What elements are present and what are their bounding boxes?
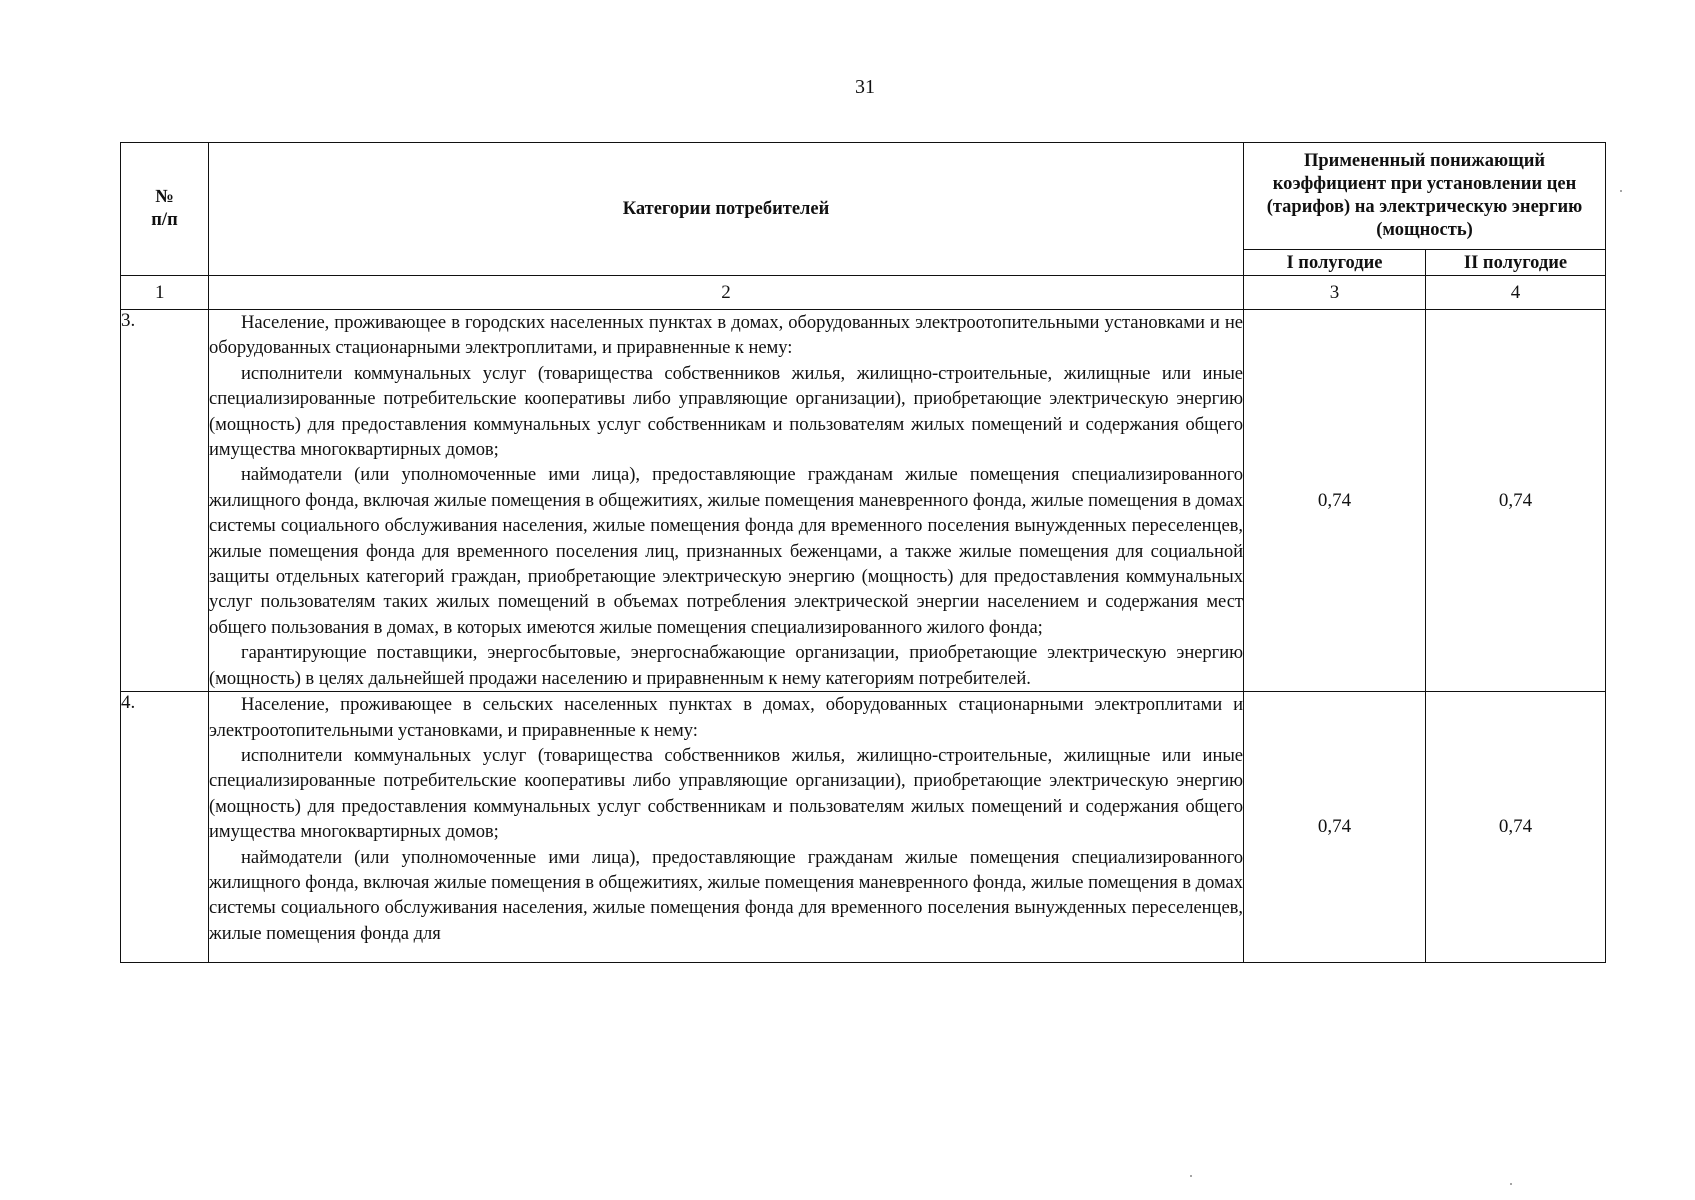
header-coefficient-label: Примененный понижающий коэффициент при установлении цен (тарифов) на электрическую энергию (мощность) xyxy=(1266,151,1583,240)
header-half2 xyxy=(1426,250,1606,276)
row-paragraph: наймодатели (или уполномоченные ими лица), предоставляющие гражданам жилые помещения специализированного жилищного фонда, включая жилые помещения в общежитиях, жилые помещения маневренного фонда, жилые помещения в домах системы социального обслуживания населения, жилые помещения фонда для временного поселения вынужденных переселенцев, жилые помещения фонда для временного поселения лиц, признанных беженцами, а также жилые помещения для социальной защиты отдельных категорий граждан, приобретающие электрическую энергию (мощность) для предоставления коммунальных услуг пользователям таких жилых помещений в объемах потребления электрической энергии населением и содержания мест общего пользования в домах, в которых имеются жилые помещения специализированного жилого фонда; xyxy=(209,464,1243,638)
row-paragraph: гарантирующие поставщики, энергосбытовые, энергоснабжающие организации, приобретающие электрическую энергию (мощность) в целях дальнейшей продажи населению и приравненным к нему категориям потребителей. xyxy=(209,642,1243,689)
header-half1 xyxy=(1244,250,1426,276)
column-number: 1 xyxy=(121,276,209,310)
header-number-label: № п/п xyxy=(151,187,178,230)
row-paragraph: наймодатели (или уполномоченные ими лица), предоставляющие гражданам жилые помещения специализированного жилищного фонда, включая жилые помещения в общежитиях, жилые помещения маневренного фонда, жилые помещения в домах системы социального обслуживания населения, жилые помещения фонда для временного поселения вынужденных переселенцев, жилые помещения фонда для xyxy=(209,846,1243,944)
row-paragraph: исполнители коммунальных услуг (товарищества собственников жилья, жилищно-строительные, жилищные или иные специализированные потребительские кооперативы либо управляющие организации), приобретающие электрическую энергию (мощность) для предоставления коммунальных услуг собственникам и пользователям жилых помещений и содержания общего имущества многоквартирных домов; xyxy=(209,362,1243,461)
page-number: 31 xyxy=(855,76,875,98)
row-paragraph: исполнители коммунальных услуг (товарищества собственников жилья, жилищно-строительные, жилищные или иные специализированные потребительские кооперативы либо управляющие организации), приобретающие электрическую энергию (мощность) для предоставления коммунальных услуг собственникам и пользователям жилых помещений и содержания общего имущества многоквартирных домов; xyxy=(209,744,1243,843)
row-paragraph: Население, проживающее в сельских населенных пунктах в домах, оборудованных стационарными электроплитами и электроотопительными установками, и приравненные к нему: xyxy=(209,694,1243,741)
column-numbering-row xyxy=(121,276,1606,310)
header-half1-label: I полугодие xyxy=(1286,252,1383,273)
row-paragraph: Население, проживающее в городских населенных пунктах в домах, оборудованных электроотопительными установками и не оборудованных стационарными электроплитами, и приравненные к нему: xyxy=(209,312,1243,359)
header-category xyxy=(209,143,1244,276)
table-row xyxy=(121,310,1606,692)
row-coefficient-half2: 0,74 xyxy=(1426,310,1606,692)
column-number: 4 xyxy=(1426,276,1606,310)
row-category-text xyxy=(209,692,1244,963)
header-category-label: Категории потребителей xyxy=(622,198,830,219)
row-coefficient-half2: 0,74 xyxy=(1426,692,1606,963)
row-index: 4. xyxy=(121,692,209,963)
scan-speck xyxy=(1190,1175,1192,1177)
coefficient-table xyxy=(120,142,1606,963)
column-number: 2 xyxy=(209,276,1244,310)
header-number xyxy=(121,143,209,276)
row-coefficient-half1: 0,74 xyxy=(1244,310,1426,692)
row-coefficient-half1: 0,74 xyxy=(1244,692,1426,963)
row-category-text xyxy=(209,310,1244,692)
table-row xyxy=(121,692,1606,963)
column-number: 3 xyxy=(1244,276,1426,310)
header-coefficient xyxy=(1244,143,1606,250)
row-index: 3. xyxy=(121,310,209,692)
scan-speck xyxy=(1510,1183,1512,1185)
header-half2-label: II полугодие xyxy=(1463,252,1568,273)
scan-speck xyxy=(1620,190,1622,192)
